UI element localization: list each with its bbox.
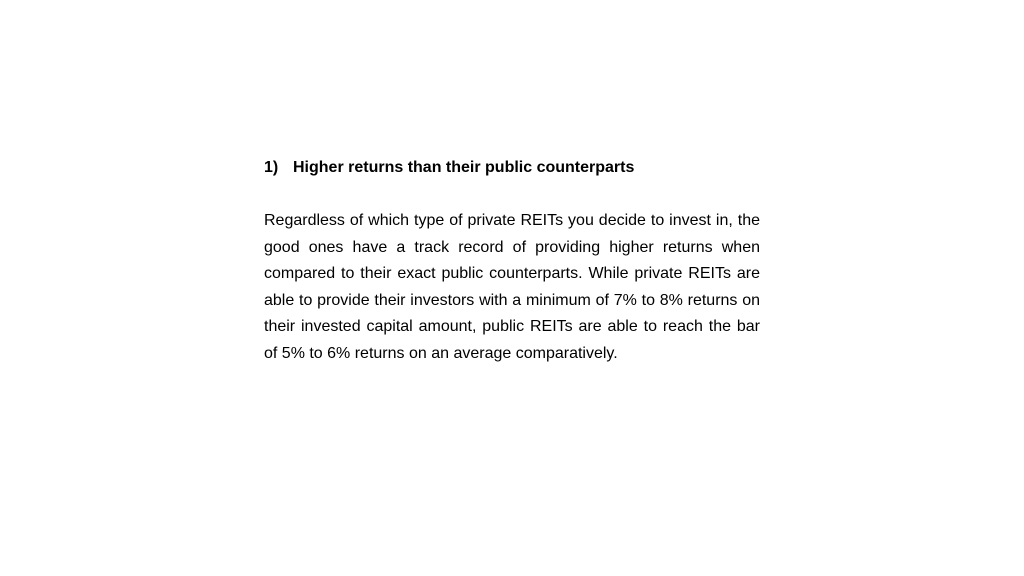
slide-content <box>264 156 760 367</box>
heading-title: Higher returns than their public counterparts <box>293 159 635 176</box>
section-heading <box>264 156 760 180</box>
body-paragraph: Regardless of which type of private REITs you decide to invest in, the good ones have a track record of providing higher returns when compared to their exact public counterparts. While private REITs are able to provide their investors with a minimum of 7% to 8% returns on their invested capital amount, public REITs are able to reach the bar of 5% to 6% returns on an average comparatively. <box>264 212 760 362</box>
heading-number: 1) <box>264 159 279 176</box>
